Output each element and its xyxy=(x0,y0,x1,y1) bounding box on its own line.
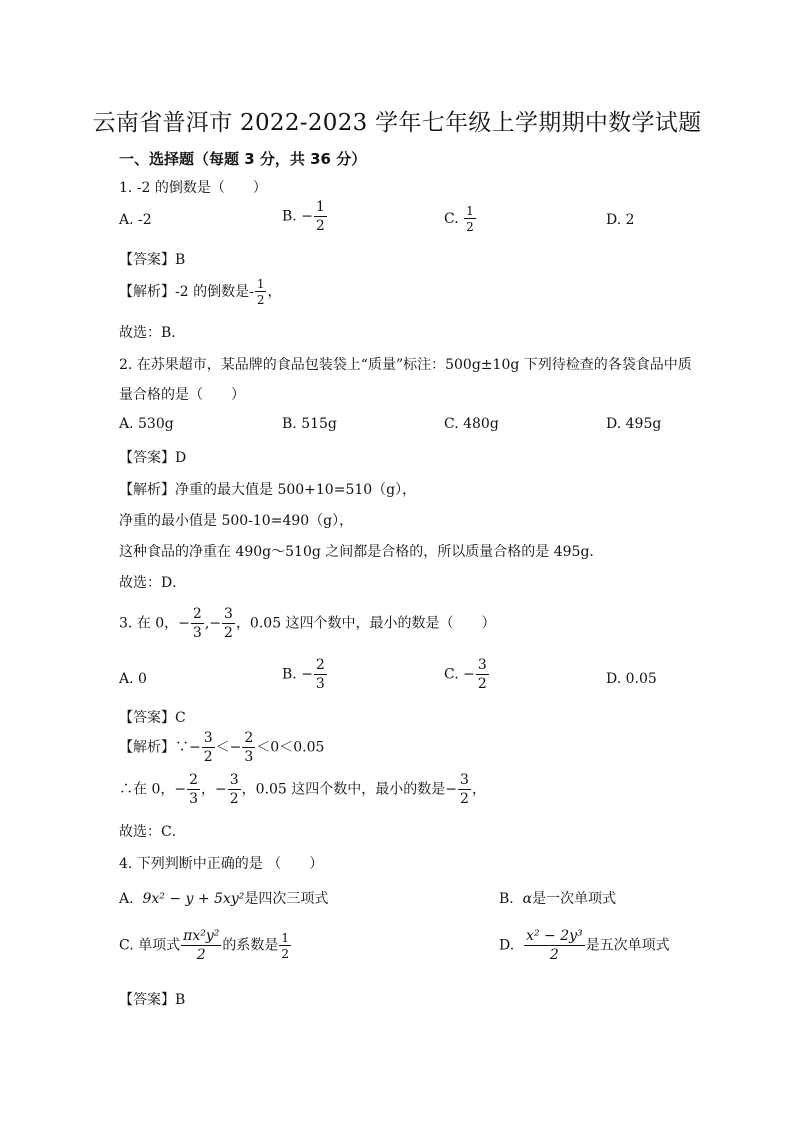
q2-option-a: A. 530g xyxy=(119,416,174,432)
q1-stem: 1. -2 的倒数是（ ） xyxy=(119,180,267,196)
q2-choose: 故选：D． xyxy=(119,575,187,591)
q2-answer: 【答案】D xyxy=(119,450,187,466)
q4-stem: 4. 下列判断中正确的是 （ ） xyxy=(119,856,324,872)
q3-stem: 3. 在 0，− $\frac{2}{3}$ ,− $\frac{3}{2}$ ，0.05 这四个数中，最小的数是（ ） xyxy=(119,606,496,641)
q4-option-d: D. $\frac{\text{x² − 2y³}}{2}$ 是五次单项式 xyxy=(499,928,670,963)
q2-analysis-line1: 【解析】净重的最大值是 500+10=510（g）， xyxy=(119,482,417,498)
q1-option-d: D. 2 xyxy=(606,212,635,228)
q4-option-a: A. 9x² − y + 5xy²是四次三项式 xyxy=(119,891,329,907)
q4-option-b: B. α是一次单项式 xyxy=(499,891,617,907)
q1-option-a: A. -2 xyxy=(119,212,152,228)
q2-option-c: C. 480g xyxy=(444,416,499,432)
q3-option-c: C. − $\frac{3}{2}$ xyxy=(444,657,487,692)
q3-option-d: D. 0.05 xyxy=(606,671,657,687)
q4-answer: 【答案】B xyxy=(119,992,186,1008)
q3-answer: 【答案】C xyxy=(119,710,186,726)
q2-analysis-line2: 净重的最小值是 500-10=490（g）， xyxy=(119,513,354,529)
q2-option-b: B. 515g xyxy=(282,416,337,432)
q2-analysis-line3: 这种食品的净重在 490g～510g 之间都是合格的，所以质量合格的是 495g. xyxy=(119,544,594,560)
q3-choose: 故选：C． xyxy=(119,824,186,840)
q1-analysis: 【解析】-2 的倒数是- $\frac{1}{2}$ ， xyxy=(119,277,282,307)
q1-option-c: C. $\frac{1}{2}$ xyxy=(444,204,474,234)
page-title: 云南省普洱市 2022-2023 学年七年级上学期期中数学试题 xyxy=(92,110,702,136)
section-heading: 一、选择题（每题 3 分，共 36 分） xyxy=(119,150,367,168)
q2-option-d: D. 495g xyxy=(606,416,662,432)
q1-option-b: B. − $\frac{1}{2}$ xyxy=(282,199,325,234)
q3-option-b: B. − $\frac{2}{3}$ xyxy=(282,657,325,692)
q2-stem-line1: 2. 在苏果超市，某品牌的食品包装袋上“质量”标注：500g±10g 下列待检查的各袋食品中质 xyxy=(119,357,692,373)
q3-analysis: 【解析】∵− $\frac{3}{2}$ ＜− $\frac{2}{3}$ ＜0＜0.05 xyxy=(119,730,325,765)
q1-choose: 故选：B． xyxy=(119,325,186,341)
q3-therefore: ∴在 0，− $\frac{2}{3}$ ，− $\frac{3}{2}$ ，0.05 这四个数中，最小的数是− $\frac{3}{2}$ ， xyxy=(119,772,486,807)
q4-option-c: C. 单项式 $\frac{\text{πx²y²}}{2}$ 的系数是 $\frac{1}{2}$ xyxy=(119,928,289,963)
q2-stem-line2: 量合格的是（ ） xyxy=(119,387,245,403)
q1-answer: 【答案】B xyxy=(119,252,186,268)
q3-option-a: A. 0 xyxy=(119,671,147,687)
